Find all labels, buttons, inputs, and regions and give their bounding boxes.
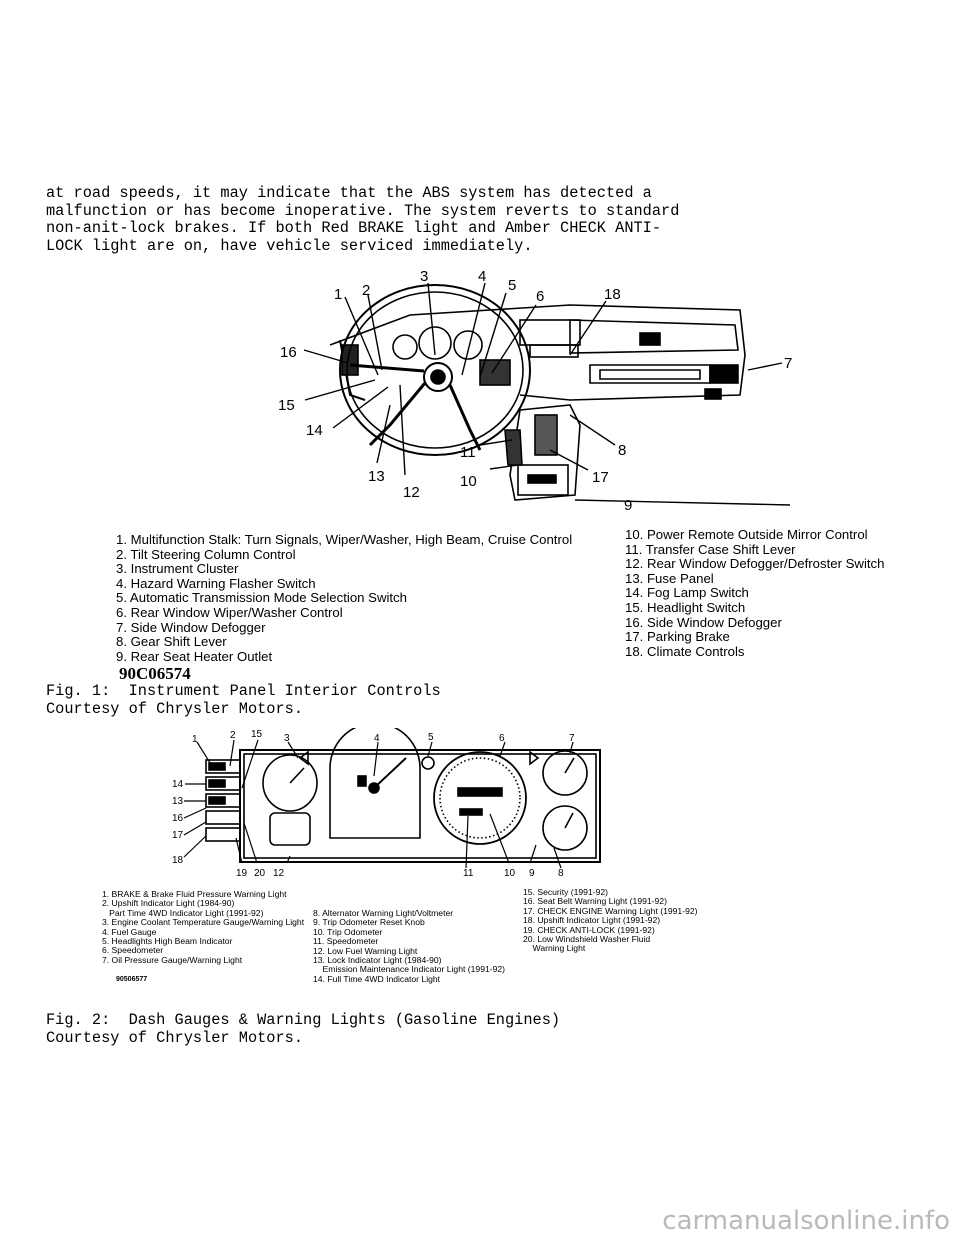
legend-item: 9. Trip Odometer Reset Knob xyxy=(313,917,425,928)
legend-item: 17. Parking Brake xyxy=(625,629,730,645)
legend-item: 4. Fuel Gauge xyxy=(102,926,157,937)
fig1-callout-18: 18 xyxy=(604,286,621,303)
fig1-callout-6: 6 xyxy=(536,288,545,305)
fig2-callout-16: 16 xyxy=(172,813,184,824)
fig2-callout-17: 17 xyxy=(172,830,184,841)
legend-item: 18. Upshift Indicator Light (1991-92) xyxy=(523,915,661,926)
gauge-cluster-diagram xyxy=(160,728,615,878)
intro-line: non-anit-lock brakes. If both Red BRAKE light and Amber CHECK ANTI- xyxy=(46,219,662,237)
fig2-callout-3: 3 xyxy=(284,733,290,744)
fig2-callout-9: 9 xyxy=(529,868,535,878)
legend-item: 5. Headlights High Beam Indicator xyxy=(102,936,233,947)
fig1-callout-4: 4 xyxy=(478,268,487,285)
fig1-callout-10: 10 xyxy=(460,473,477,490)
legend-item: 1. Multifunction Stalk: Turn Signals, Wiper/Washer, High Beam, Cruise Control xyxy=(116,532,573,547)
legend-item: 11. Transfer Case Shift Lever xyxy=(625,541,796,557)
legend-item: 7. Side Window Defogger xyxy=(116,619,266,635)
fig1-callout-7: 7 xyxy=(784,355,793,372)
fig2-callout-10: 10 xyxy=(504,868,516,878)
legend-item: 14. Full Time 4WD Indicator Light xyxy=(313,973,441,984)
legend-item: 12. Rear Window Defogger/Defroster Switch xyxy=(625,556,885,572)
legend-item: 11. Speedometer xyxy=(313,936,379,947)
fig1-callout-9: 9 xyxy=(624,497,633,514)
fig1-callout-3: 3 xyxy=(420,268,429,285)
fig2-callout-2: 2 xyxy=(230,730,236,741)
legend-item: 2. Tilt Steering Column Control xyxy=(116,546,296,562)
legend-item: 17. CHECK ENGINE Warning Light (1991-92) xyxy=(523,905,698,916)
legend-item: 4. Hazard Warning Flasher Switch xyxy=(116,575,316,591)
legend-item: 13. Lock Indicator Light (1984-90) xyxy=(313,955,442,966)
legend-item: 14. Fog Lamp Switch xyxy=(625,585,749,601)
caption-line: Fig. 1: Instrument Panel Interior Controls xyxy=(46,682,441,700)
legend-item: 3. Engine Coolant Temperature Gauge/Warning Light xyxy=(102,917,305,928)
fig1-callout-16: 16 xyxy=(280,344,297,361)
fig2-callout-15: 15 xyxy=(251,729,263,740)
fig2-legend-col3 xyxy=(523,888,698,954)
fig1-code: 90C06574 xyxy=(119,664,191,683)
legend-item: 16. Side Window Defogger xyxy=(625,614,782,630)
fig2-callout-4: 4 xyxy=(374,733,380,744)
fig2-code: 90506577 xyxy=(116,976,148,983)
watermark: carmanualsonline.info xyxy=(662,1206,950,1236)
legend-item: 6. Rear Window Wiper/Washer Control xyxy=(116,604,343,620)
intro-line: LOCK light are on, have vehicle serviced immediately. xyxy=(46,236,533,255)
instrument-panel-diagram xyxy=(270,265,800,520)
legend-item: 1. BRAKE & Brake Fluid Pressure Warning Light xyxy=(102,889,287,899)
legend-item: 7. Oil Pressure Gauge/Warning Light xyxy=(102,954,243,965)
fig1-callout-14: 14 xyxy=(306,422,323,439)
legend-item: 12. Low Fuel Warning Light xyxy=(313,945,418,956)
legend-item: Emission Maintenance Indicator Light (1991-92) xyxy=(313,964,506,975)
legend-item: 10. Power Remote Outside Mirror Control xyxy=(625,527,868,542)
legend-item: 9. Rear Seat Heater Outlet xyxy=(116,648,273,664)
fig2-callout-19: 19 xyxy=(236,868,248,878)
intro-line: at road speeds, it may indicate that the ABS system has detected a xyxy=(46,184,652,202)
legend-item: 13. Fuse Panel xyxy=(625,570,714,586)
legend-item: Part Time 4WD Indicator Light (1991-92) xyxy=(102,907,264,918)
intro-paragraph xyxy=(46,185,679,255)
legend-item: 8. Alternator Warning Light/Voltmeter xyxy=(313,908,454,918)
fig1-callout-2: 2 xyxy=(362,282,371,299)
legend-item: 10. Trip Odometer xyxy=(313,926,383,937)
legend-item: 20. Low Windshield Washer Fluid xyxy=(523,934,651,945)
fig2-legend-col1 xyxy=(102,890,304,965)
legend-item: 6. Speedometer xyxy=(102,945,164,956)
legend-item: 15. Security (1991-92) xyxy=(523,887,609,897)
fig2-callout-1: 1 xyxy=(192,734,198,745)
fig2-callout-5: 5 xyxy=(428,732,434,743)
fig2-callout-12: 12 xyxy=(273,868,285,878)
fig2-callout-14: 14 xyxy=(172,779,184,790)
legend-item: 15. Headlight Switch xyxy=(625,599,746,615)
legend-item: 5. Automatic Transmission Mode Selection Switch xyxy=(116,590,407,606)
legend-item: Warning Light xyxy=(523,943,586,954)
fig1-caption xyxy=(46,683,441,718)
legend-item: 16. Seat Belt Warning Light (1991-92) xyxy=(523,896,667,907)
fig1-legend-right xyxy=(625,528,884,659)
fig1-callout-5: 5 xyxy=(508,277,517,294)
fig2-callout-18: 18 xyxy=(172,855,184,866)
legend-item: 3. Instrument Cluster xyxy=(116,561,239,577)
fig2-callout-6: 6 xyxy=(499,733,505,744)
caption-line: Fig. 2: Dash Gauges & Warning Lights (Gasoline Engines) xyxy=(46,1011,561,1029)
fig1-callout-11: 11 xyxy=(460,444,476,461)
fig1-callout-1: 1 xyxy=(334,286,343,303)
fig2-callout-7: 7 xyxy=(569,733,575,744)
fig2-callout-13: 13 xyxy=(172,796,184,807)
fig2-callout-20: 20 xyxy=(254,868,266,878)
fig2-callout-8: 8 xyxy=(558,868,564,878)
legend-item: 19. CHECK ANTI-LOCK (1991-92) xyxy=(523,924,655,935)
fig1-callout-13: 13 xyxy=(368,468,385,485)
fig2-legend-col2 xyxy=(313,909,505,984)
legend-item: 8. Gear Shift Lever xyxy=(116,634,227,650)
fig1-legend-left xyxy=(116,533,572,664)
fig2-callout-11: 11 xyxy=(463,868,474,878)
caption-line: Courtesy of Chrysler Motors. xyxy=(46,1028,304,1047)
fig1-callout-8: 8 xyxy=(618,442,627,459)
legend-item: 18. Climate Controls xyxy=(625,643,745,659)
intro-line: malfunction or has become inoperative. The system reverts to standard xyxy=(46,201,680,220)
legend-item: 2. Upshift Indicator Light (1984-90) xyxy=(102,898,235,909)
fig2-caption xyxy=(46,1012,560,1047)
fig1-callout-12: 12 xyxy=(403,484,420,501)
fig1-callout-15: 15 xyxy=(278,397,295,414)
caption-line: Courtesy of Chrysler Motors. xyxy=(46,699,304,718)
fig1-callout-17: 17 xyxy=(592,469,609,486)
